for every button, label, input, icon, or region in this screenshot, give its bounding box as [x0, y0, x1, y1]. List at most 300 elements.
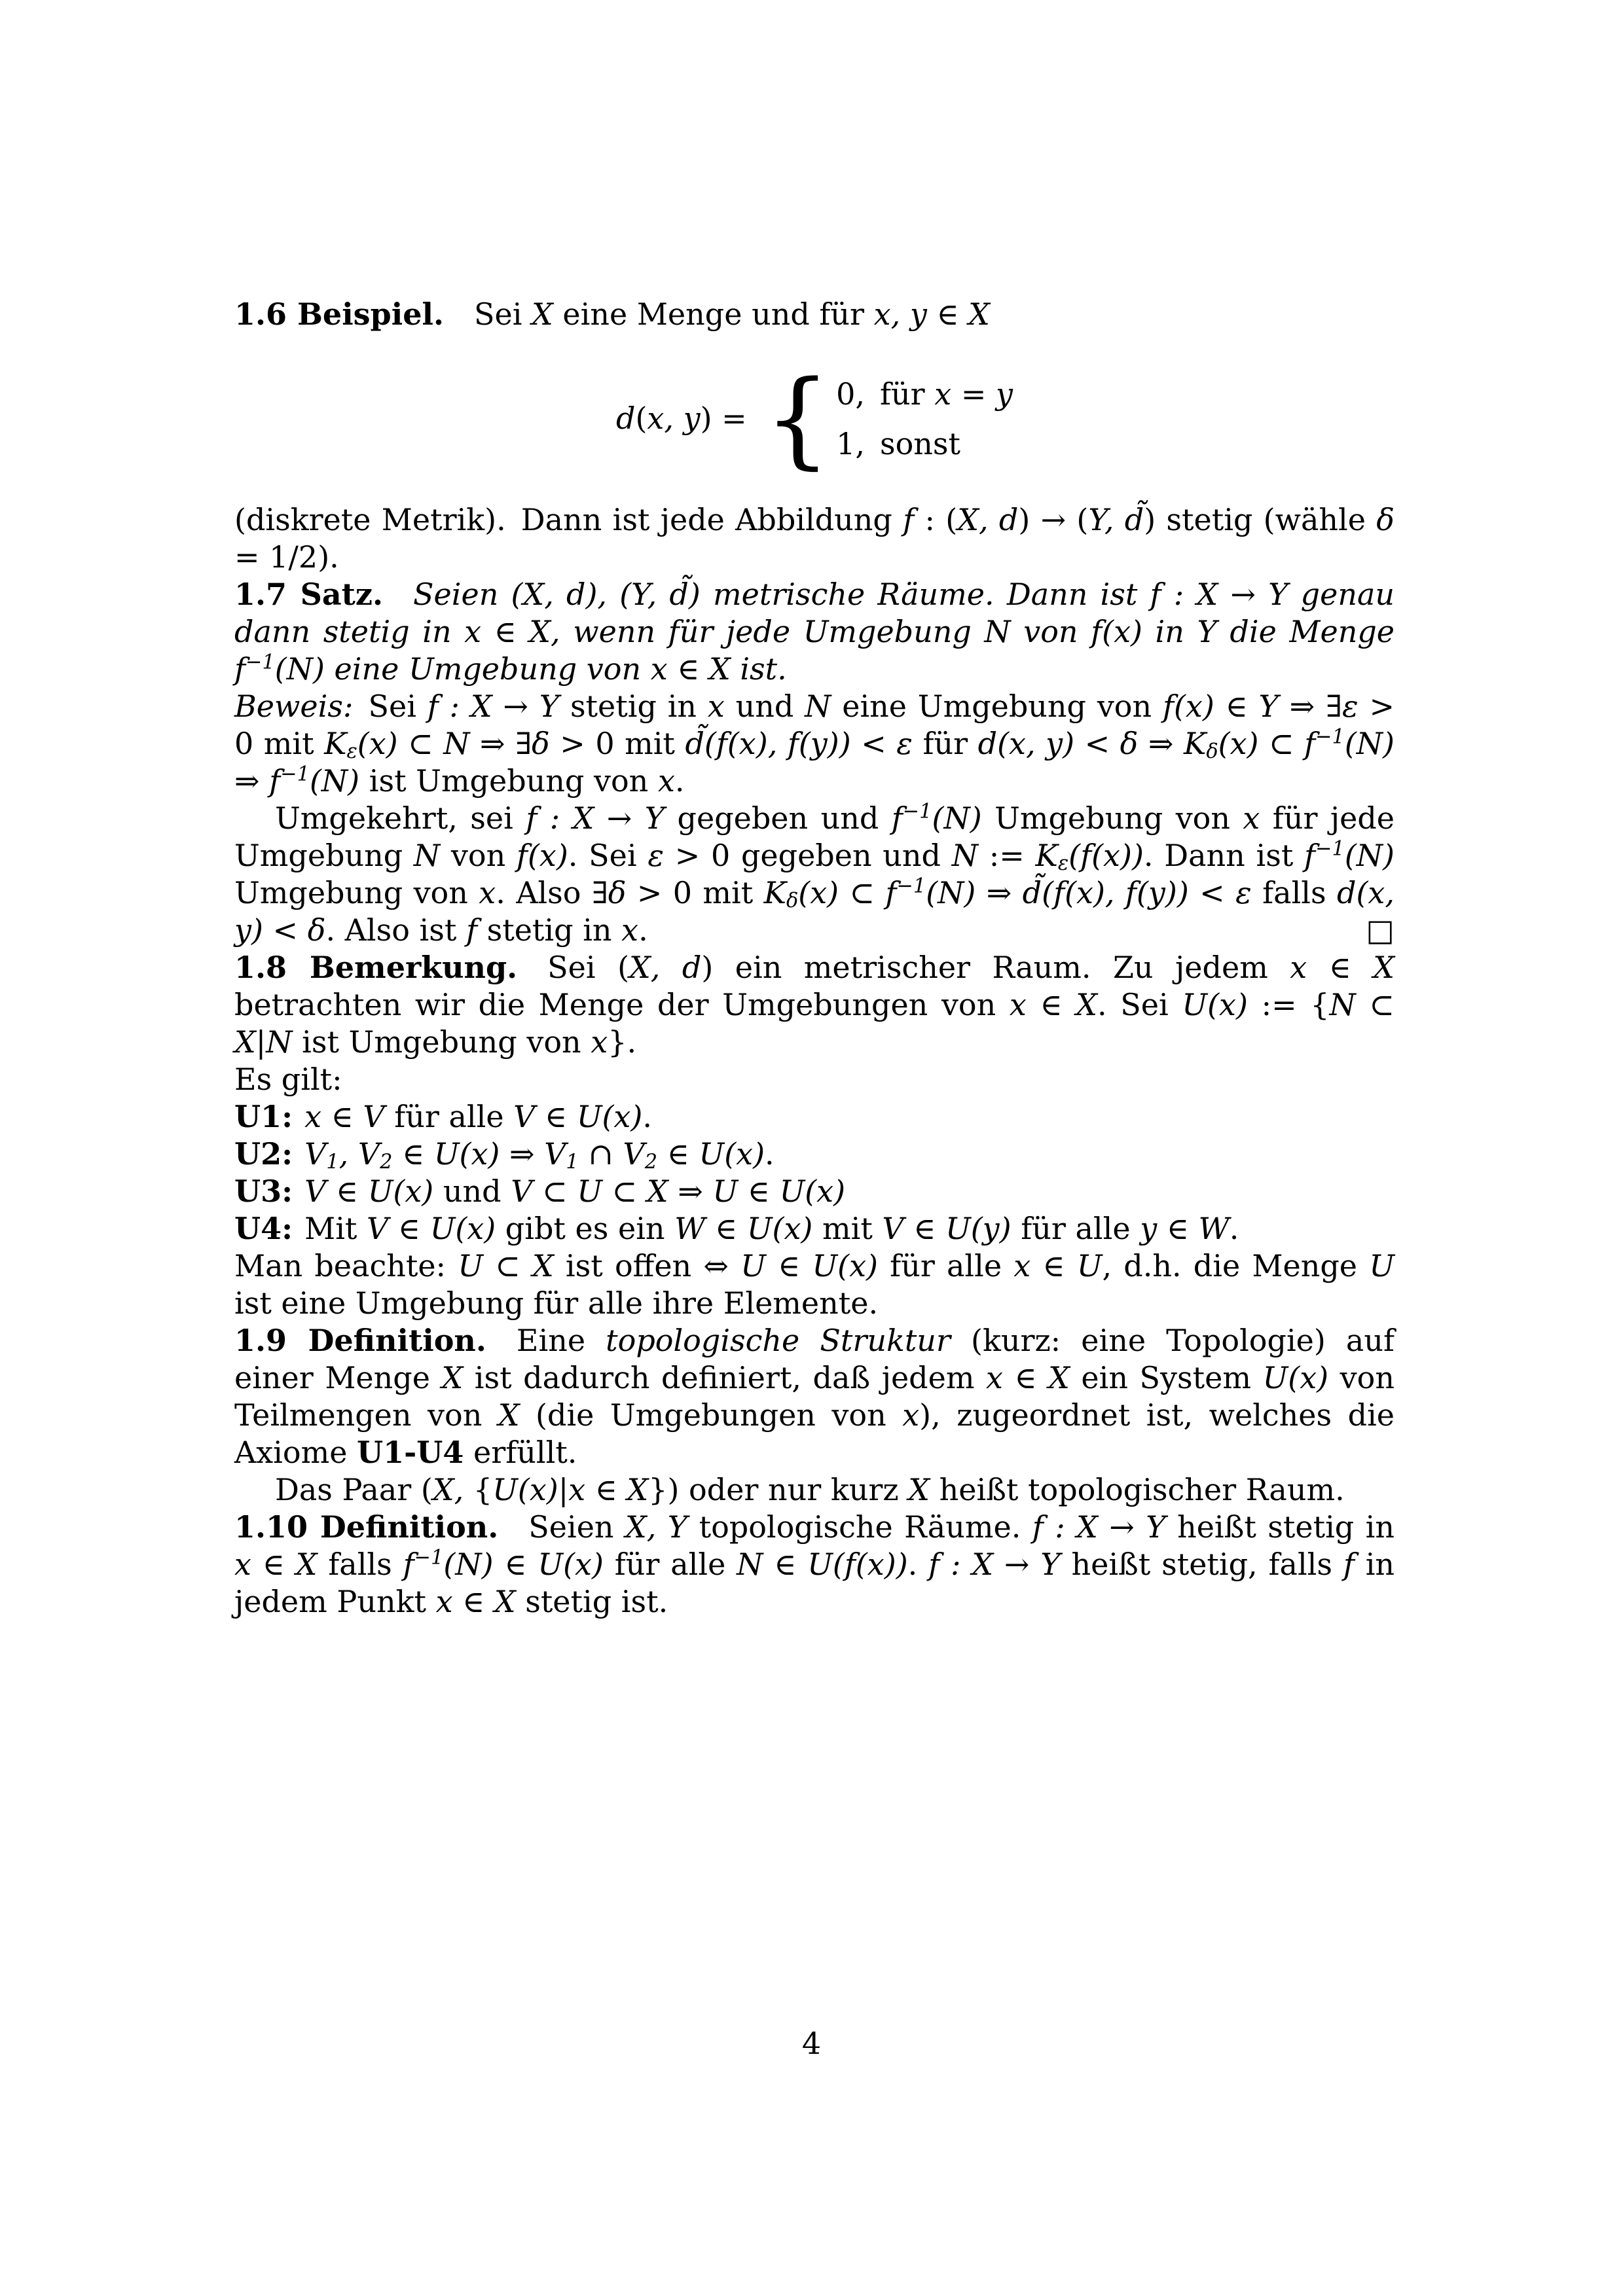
text-run: (N): [443, 1547, 494, 1582]
text-run: }) oder nur kurz: [648, 1472, 909, 1507]
axiom-u2-label: U2:: [234, 1136, 293, 1172]
text-run: ∈: [326, 1174, 368, 1209]
axiom-u3: [234, 1173, 1395, 1210]
text-run: V: [367, 1211, 389, 1246]
text-run: X, d: [629, 950, 702, 985]
text-run: ⇒ ∃: [469, 726, 532, 761]
text-run: (N): [932, 800, 982, 836]
text-run: f(x): [516, 838, 568, 873]
text-run: . Also ist: [325, 912, 466, 948]
text-run: (x): [1218, 726, 1259, 761]
axiom-u3-label: U3:: [234, 1174, 293, 1209]
text-run: ∈: [251, 1547, 296, 1582]
text-run: ) =: [700, 401, 757, 436]
text-run: δ: [786, 889, 799, 913]
text-run: −1: [414, 1546, 444, 1570]
text-run: X: [498, 1397, 520, 1433]
text-run: ) → (: [1018, 502, 1089, 537]
text-run: Man beachte:: [234, 1248, 458, 1283]
text-run: x: [591, 1024, 608, 1060]
text-run: ∈: [926, 296, 969, 332]
text-run: .: [638, 912, 648, 948]
text-run: X, Y: [625, 1509, 688, 1545]
text-run: (x): [805, 1174, 846, 1209]
qed-box: □: [1366, 912, 1395, 948]
text-run: (y): [970, 1211, 1012, 1246]
text-run: f : X → Y: [427, 689, 560, 724]
text-run: für jede Umgebung: [234, 800, 1404, 873]
text-run: Umgekehrt, sei: [275, 800, 526, 836]
text-run: (x): [459, 1136, 500, 1172]
text-run: −1: [902, 800, 932, 823]
text-run: K: [1183, 726, 1207, 761]
text-run: heißt topologischer Raum.: [930, 1472, 1345, 1507]
text-run: x: [1243, 800, 1260, 836]
text-run: ein System: [1069, 1360, 1263, 1395]
text-run: x, y: [647, 401, 701, 436]
axiom-u4-body: [304, 1211, 1239, 1246]
text-run: (f(x)): [1068, 838, 1144, 873]
text-run: X: [1076, 987, 1097, 1022]
text-run: . Sei: [568, 838, 648, 873]
text-run: Mit: [304, 1211, 367, 1246]
text-run: > 0 mit: [549, 726, 685, 761]
text-run: X: [968, 296, 990, 332]
text-run: U: [699, 1136, 725, 1172]
text-run: ⊂: [839, 875, 886, 910]
text-run: |: [255, 1024, 266, 1060]
text-run: d̃(f(x), f(y)): [1022, 875, 1189, 910]
text-run: x: [304, 1099, 322, 1134]
text-run: x: [1009, 987, 1027, 1022]
man-beachte-paragraph: [234, 1247, 1404, 1322]
text-run: stetig in: [477, 912, 622, 948]
text-run: stetig in: [559, 689, 708, 724]
text-run: f : X → Y: [1032, 1509, 1166, 1545]
text-column: [234, 296, 1404, 1621]
text-run: x: [621, 912, 639, 948]
text-run: U: [367, 1174, 393, 1209]
text-run: (die Umgebungen von: [519, 1397, 903, 1433]
text-run: ε: [1057, 852, 1069, 876]
text-run: X: [646, 1174, 668, 1209]
text-run: von Teilmengen von: [234, 1360, 1404, 1433]
text-run: ∈: [765, 1248, 812, 1283]
text-run: und: [433, 1174, 511, 1209]
text-run: N: [805, 689, 831, 724]
text-run: 1.7 Satz.: [234, 577, 414, 612]
text-run: X: [1048, 1360, 1070, 1395]
text-run: X: [1373, 950, 1395, 985]
text-run: f : X → Y: [526, 800, 665, 836]
text-run: ∈: [1030, 1248, 1077, 1283]
text-run: U: [1369, 1248, 1395, 1283]
text-run: 1.9 Definition.: [234, 1323, 517, 1358]
text-run: −1: [246, 651, 275, 674]
text-run: f: [885, 875, 897, 910]
axiom-u2-body: [304, 1136, 775, 1172]
text-run: d: [615, 401, 636, 436]
text-run: , d.h. die Menge: [1102, 1248, 1370, 1283]
text-run: K: [324, 726, 347, 761]
text-run: δ: [1120, 726, 1139, 761]
text-run: (x): [357, 726, 398, 761]
text-run: x: [479, 875, 496, 910]
definition-1-10-paragraph: [234, 1509, 1404, 1621]
text-run: .: [907, 1547, 929, 1582]
text-run: Sei (: [547, 950, 630, 985]
text-run: ε: [1235, 875, 1252, 910]
text-run: falls: [1251, 875, 1337, 910]
text-run: von: [440, 838, 517, 873]
text-run: ⊂: [397, 726, 444, 761]
text-run: 0, für: [836, 376, 935, 412]
text-run: und: [724, 689, 805, 724]
text-run: f: [903, 502, 915, 537]
text-run: U: [492, 1472, 518, 1507]
text-run: W: [1198, 1211, 1230, 1246]
text-run: U: [1182, 987, 1208, 1022]
text-run: betrachten wir die Menge der Umgebungen von: [234, 950, 1404, 1022]
text-run: ∈: [388, 1211, 430, 1246]
text-run: ∈: [535, 1099, 577, 1134]
text-run: N: [413, 838, 441, 873]
text-run: (N) eine Umgebung von x ∈ X ist.: [274, 651, 787, 687]
text-run: ∈: [1307, 950, 1374, 985]
text-run: U: [577, 1174, 603, 1209]
text-run: ⇒: [500, 1136, 545, 1172]
text-run: x: [986, 1360, 1003, 1395]
satz-1-7: [234, 576, 1404, 688]
text-run: ε: [896, 726, 913, 761]
text-run: x: [568, 1472, 586, 1507]
text-run: <: [263, 912, 308, 948]
text-run: x: [707, 689, 725, 724]
text-run: ⊂: [532, 1174, 577, 1209]
text-run: (N): [309, 763, 360, 798]
text-run: ∈: [392, 1136, 434, 1172]
text-run: X: [532, 1248, 554, 1283]
text-run: W: [674, 1211, 706, 1246]
text-run: X: [234, 1024, 256, 1060]
text-run: X: [908, 1472, 930, 1507]
text-run: (x): [837, 1248, 878, 1283]
text-run: −1: [280, 762, 310, 786]
text-run: 1.6 Beispiel.: [234, 296, 474, 332]
text-run: K: [763, 875, 786, 910]
text-run: .: [674, 763, 685, 798]
text-run: Y, d̃: [1088, 502, 1144, 537]
text-run: V: [304, 1174, 327, 1209]
text-run: 1: [566, 1151, 579, 1174]
text-run: eine Menge und für: [553, 296, 874, 332]
text-run: U: [1076, 1248, 1103, 1283]
text-run: U: [433, 1136, 460, 1172]
text-run: ε: [1341, 689, 1359, 724]
text-run: U: [746, 1211, 773, 1246]
text-run: V: [544, 1136, 566, 1172]
text-run: ) ein metrischer Raum. Zu jedem: [701, 950, 1290, 985]
text-run: ∈: [705, 1211, 747, 1246]
text-run: U: [945, 1211, 971, 1246]
text-run: Umgebung von: [234, 838, 1404, 910]
text-run: d(x, y): [977, 726, 1075, 761]
text-run: −1: [896, 874, 926, 898]
text-run: ∈: [452, 1584, 494, 1619]
text-run: f : X → Y: [928, 1547, 1061, 1582]
text-run: X, d: [957, 502, 1019, 537]
text-run: δ: [532, 726, 550, 761]
text-run: topologische Struktur: [606, 1323, 951, 1358]
text-run: V: [882, 1211, 904, 1246]
text-run: gibt es ein: [496, 1211, 675, 1246]
text-run: ∈: [738, 1174, 780, 1209]
text-run: x: [234, 1547, 251, 1582]
page-number: 4: [801, 2026, 822, 2061]
text-run: (x): [602, 1099, 643, 1134]
text-run: f: [269, 763, 281, 798]
text-run: mit: [812, 1211, 883, 1246]
text-run: |: [558, 1472, 569, 1507]
text-run: V: [363, 1099, 385, 1134]
text-run: x: [1013, 1248, 1031, 1283]
text-run: U: [812, 1248, 838, 1283]
text-run: (x): [517, 1472, 558, 1507]
text-run: x: [934, 376, 952, 412]
text-run: heißt stetig, falls: [1060, 1547, 1343, 1582]
text-run: x: [902, 1397, 920, 1433]
text-run: N: [737, 1547, 763, 1582]
beweis-paragraph-1: [234, 688, 1404, 800]
text-run: gegeben und: [665, 800, 892, 836]
text-run: für alle: [384, 1099, 514, 1134]
text-run: ε: [346, 740, 357, 764]
text-run: f(x) ∈ Y: [1162, 689, 1279, 724]
text-run: (x): [455, 1211, 496, 1246]
text-run: topologische Räume.: [687, 1509, 1032, 1545]
text-run: {: [464, 1472, 493, 1507]
text-run: := {: [1247, 987, 1330, 1022]
text-run: V: [513, 1099, 536, 1134]
text-run: (kurz: eine Topologie) auf einer Menge: [234, 1323, 1404, 1395]
axiom-u3-body: [304, 1174, 845, 1209]
text-run: U1-U4: [357, 1435, 464, 1470]
text-run: ⇒ ∃: [1278, 689, 1342, 724]
text-run: U: [740, 1248, 766, 1283]
text-run: −1: [1315, 725, 1345, 749]
text-run: Seien (X, d), (Y, d̃) metrische Räume. Dann ist f : X → Y genau dann stetig in x ∈ X, wenn für jede Umgebung N von f(x) in Y die Menge f: [234, 577, 1404, 687]
definition-1-9-paragraph-2: [234, 1471, 1395, 1509]
text-run: stetig ist.: [515, 1584, 668, 1619]
text-run: (x): [563, 1547, 604, 1582]
text-run: −1: [1315, 837, 1345, 861]
text-run: ∈: [763, 1547, 808, 1582]
text-run: > 0 mit: [626, 875, 764, 910]
text-run: 1.10 Definition.: [234, 1509, 529, 1545]
text-run: U: [458, 1248, 484, 1283]
text-run: N: [951, 838, 978, 873]
text-run: N: [266, 1024, 293, 1060]
text-run: ∈: [1157, 1211, 1199, 1246]
text-run: 1: [326, 1151, 339, 1174]
text-run: U: [1262, 1360, 1288, 1395]
text-run: ⊂: [1258, 726, 1305, 761]
text-run: N: [443, 726, 470, 761]
cases-column: [836, 369, 1013, 469]
text-run: ist Umgebung von: [359, 763, 658, 798]
text-run: V: [623, 1136, 645, 1172]
text-run: ⊂: [1355, 987, 1404, 1022]
text-run: =: [951, 376, 996, 412]
axiom-u1: [234, 1098, 1395, 1136]
text-run: ), zugeordnet ist, welches die Axiome: [234, 1397, 1404, 1470]
text-run: f: [465, 912, 477, 948]
text-run: Beweis:: [234, 689, 354, 724]
equation-lhs: [616, 400, 756, 437]
text-run: f: [1304, 838, 1316, 873]
text-run: ∈: [903, 1211, 945, 1246]
text-run: erfüllt.: [464, 1435, 577, 1470]
text-run: X: [627, 1472, 649, 1507]
text-run: δ: [1376, 502, 1395, 537]
text-run: X: [441, 1360, 464, 1395]
text-run: : (: [914, 502, 958, 537]
text-run: Umgebung von: [981, 800, 1243, 836]
axiom-u2: [234, 1136, 1395, 1173]
text-run: für alle: [603, 1547, 737, 1582]
cases-brace: {: [764, 357, 831, 480]
text-run: .: [1229, 1211, 1239, 1246]
text-run: x: [657, 763, 675, 798]
text-run: ⇒: [234, 726, 1404, 798]
text-run: ∈: [321, 1099, 363, 1134]
example-1-6-intro: [234, 296, 1395, 333]
text-run: f: [403, 1547, 414, 1582]
text-run: ⊂: [483, 1248, 532, 1283]
text-run: .: [765, 1136, 775, 1172]
text-run: y: [1140, 1211, 1158, 1246]
text-run: }.: [608, 1024, 637, 1060]
beweis-paragraph-2-text: [234, 800, 1404, 948]
text-run: U: [576, 1099, 602, 1134]
text-run: Sei: [473, 296, 532, 332]
text-run: X: [532, 296, 553, 332]
text-run: N: [1329, 987, 1356, 1022]
text-run: Seien: [528, 1509, 625, 1545]
text-run: y: [996, 376, 1013, 412]
text-run: (x): [724, 1136, 765, 1172]
text-run: x: [1290, 950, 1307, 985]
text-run: = 1/2).: [234, 502, 1404, 575]
text-run: <: [1074, 726, 1120, 761]
example-1-6-after: [234, 501, 1404, 576]
text-run: ε: [647, 838, 664, 873]
text-run: ∈: [493, 1547, 538, 1582]
text-run: für alle: [877, 1248, 1014, 1283]
text-run: f: [1343, 1547, 1355, 1582]
text-run: (N): [1344, 838, 1395, 873]
text-run: (diskrete Metrik). Dann ist jede Abbildung: [234, 502, 903, 537]
axiom-u1-body: [304, 1099, 652, 1134]
axiom-u4-label: U4:: [234, 1211, 293, 1246]
case-row-1: [836, 369, 1013, 419]
text-run: ist Umgebung von: [292, 1024, 591, 1060]
text-run: <: [850, 726, 897, 761]
text-run: K: [1035, 838, 1058, 873]
text-run: (: [635, 401, 647, 436]
text-run: δ: [608, 875, 627, 910]
text-run: d̃(f(x), f(y)): [685, 726, 851, 761]
text-run: ⊂: [602, 1174, 647, 1209]
text-run: (x): [798, 875, 839, 910]
text-run: V: [304, 1136, 327, 1172]
text-run: > 0 mit: [234, 689, 1404, 761]
text-run: eine Umgebung von: [831, 689, 1163, 724]
text-run: (f(x)): [832, 1547, 908, 1582]
text-run: U: [538, 1547, 564, 1582]
case-row-2: [836, 419, 1013, 469]
text-run: x: [435, 1584, 453, 1619]
text-run: f: [1304, 726, 1316, 761]
text-run: 2: [644, 1151, 658, 1174]
text-run: (x): [1288, 1360, 1329, 1395]
text-run: (x): [772, 1211, 813, 1246]
definition-1-9-paragraph-1: [234, 1322, 1404, 1471]
text-run: 1.8 Bemerkung.: [234, 950, 548, 985]
discrete-metric-equation: [234, 358, 1395, 479]
text-run: X: [494, 1584, 516, 1619]
text-run: Sei: [353, 689, 428, 724]
text-run: 2: [380, 1151, 393, 1174]
text-run: (N): [926, 875, 976, 910]
text-run: Das Paar (: [275, 1472, 433, 1507]
text-run: in jedem Punkt: [234, 1547, 1404, 1619]
text-run: ⇒: [976, 875, 1023, 910]
text-run: (x): [393, 1174, 434, 1209]
text-run: .: [642, 1099, 652, 1134]
text-run: U: [779, 1174, 805, 1209]
text-run: U: [429, 1211, 456, 1246]
text-run: x, y: [873, 296, 927, 332]
text-run: <: [1188, 875, 1236, 910]
text-run: für alle: [1011, 1211, 1140, 1246]
bemerkung-1-8: [234, 949, 1404, 1061]
es-gilt-line: Es gilt:: [234, 1062, 342, 1097]
text-run: , V: [338, 1136, 380, 1172]
text-run: :=: [977, 838, 1036, 873]
text-run: ∈: [657, 1136, 699, 1172]
text-run: ∈: [1026, 987, 1076, 1022]
text-run: d(x, y): [234, 875, 1404, 948]
text-run: falls: [317, 1547, 403, 1582]
text-run: (N): [1344, 726, 1395, 761]
text-run: X: [295, 1547, 318, 1582]
text-run: δ: [1206, 740, 1218, 764]
text-run: ist dadurch definiert, daß jedem: [463, 1360, 987, 1395]
text-run: ) stetig (wähle: [1144, 502, 1377, 537]
text-run: 1, sonst: [836, 425, 961, 461]
text-run: f: [891, 800, 903, 836]
text-run: . Also ∃: [496, 875, 608, 910]
text-run: ist offen ⇔: [553, 1248, 741, 1283]
text-run: ∩: [578, 1136, 623, 1172]
text-run: ist eine Umgebung für alle ihre Elemente.: [234, 1248, 1404, 1321]
text-run: ∈: [585, 1472, 627, 1507]
text-run: heißt stetig in: [1165, 1509, 1404, 1545]
text-run: δ: [307, 912, 326, 948]
beweis-paragraph-2: [234, 800, 1404, 949]
text-run: für: [912, 726, 978, 761]
